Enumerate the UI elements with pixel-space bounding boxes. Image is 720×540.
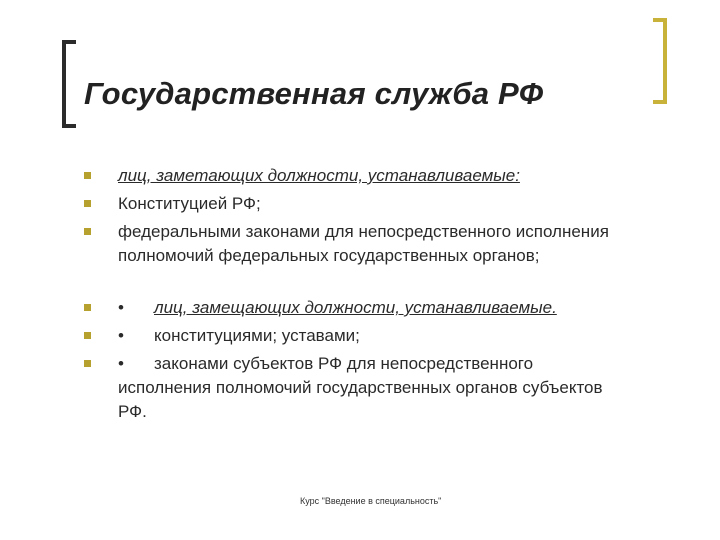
- inline-bullet: •: [118, 326, 124, 345]
- footer-course-label: Курс "Введение в специальность": [300, 496, 442, 506]
- inline-bullet: •: [118, 354, 124, 373]
- slide-title: Государственная служба РФ: [84, 76, 544, 111]
- list-item-text: Конституцией РФ;: [118, 194, 261, 213]
- square-bullet-icon: [84, 360, 91, 367]
- list-item-text: лиц, заметающих должности, устанавливаемые:: [118, 166, 520, 185]
- list-item-text: лиц, замещающих должности, устанавливаемые.: [154, 298, 557, 317]
- list-item-text: законами субъектов РФ для непосредственного исполнения полномочий государственных органов субъектов РФ.: [118, 354, 603, 421]
- list-item-line: [118, 324, 638, 348]
- list-item-text: конституциями; уставами;: [154, 326, 360, 345]
- square-bullet-icon: [84, 172, 91, 179]
- left-bracket-decoration: [62, 40, 76, 128]
- inline-bullet: •: [118, 298, 124, 317]
- square-bullet-icon: [84, 228, 91, 235]
- list-item-text: федеральными законами для непосредственного исполнения полномочий федеральных государственных органов;: [118, 222, 609, 265]
- square-bullet-icon: [84, 200, 91, 207]
- list-item-line: [118, 296, 638, 320]
- right-bracket-decoration: [653, 18, 667, 104]
- square-bullet-icon: [84, 304, 91, 311]
- square-bullet-icon: [84, 332, 91, 339]
- list-item-line: [118, 352, 618, 424]
